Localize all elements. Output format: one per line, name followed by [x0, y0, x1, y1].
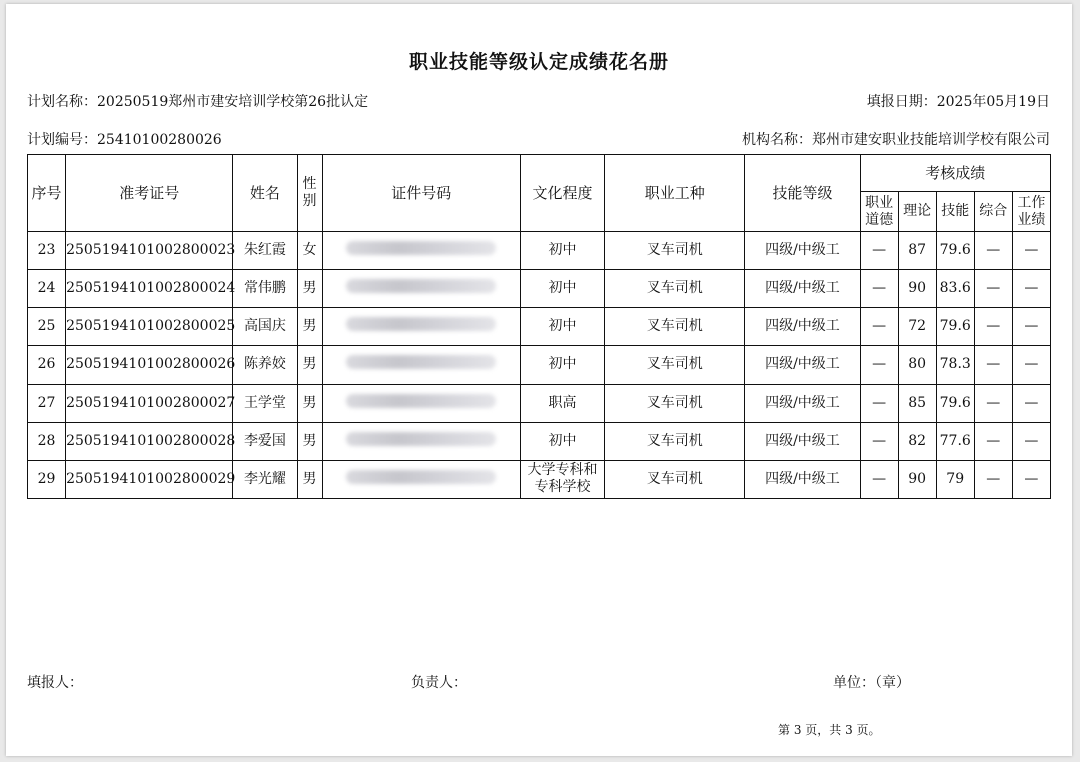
cell-id-no [322, 270, 520, 308]
cell-exam-no: 2505194101002800023 [66, 232, 233, 270]
cell-seq: 29 [28, 460, 66, 498]
table-row [28, 422, 1051, 460]
cell-name: 常伟鹏 [233, 270, 297, 308]
header-gender: 性别 [297, 155, 322, 232]
redacted-id-blur [346, 432, 496, 446]
cell-education: 初中 [520, 346, 604, 384]
cell-theory: 90 [898, 460, 936, 498]
cell-seq: 23 [28, 232, 66, 270]
cell-id-no [322, 346, 520, 384]
cell-id-no [322, 460, 520, 498]
header-name: 姓名 [233, 155, 297, 232]
cell-exam-no: 2505194101002800028 [66, 422, 233, 460]
cell-seq: 27 [28, 384, 66, 422]
cell-overall: — [974, 346, 1012, 384]
cell-ethics: — [860, 308, 898, 346]
header-exam-no: 准考证号 [66, 155, 233, 232]
cell-work: — [1012, 232, 1050, 270]
score-table [27, 154, 1051, 499]
cell-skill-level: 四级/中级工 [745, 384, 860, 422]
cell-overall: — [974, 422, 1012, 460]
plan-number: 计划编号：25410100280026 [27, 132, 222, 148]
cell-ethics: — [860, 270, 898, 308]
cell-seq: 24 [28, 270, 66, 308]
cell-skill-level: 四级/中级工 [745, 308, 860, 346]
cell-gender: 女 [297, 232, 322, 270]
cell-skill: 78.3 [936, 346, 974, 384]
cell-skill: 83.6 [936, 270, 974, 308]
plan-name: 计划名称：20250519郑州市建安培训学校第26批认定 [27, 94, 369, 110]
cell-exam-no: 2505194101002800025 [66, 308, 233, 346]
cell-education: 初中 [520, 422, 604, 460]
cell-occupation: 叉车司机 [605, 422, 745, 460]
cell-ethics: — [860, 422, 898, 460]
cell-work: — [1012, 308, 1050, 346]
table-row [28, 384, 1051, 422]
header-ethics: 职业道德 [860, 192, 898, 232]
cell-name: 陈养姣 [233, 346, 297, 384]
table-row [28, 460, 1051, 498]
cell-education: 职高 [520, 384, 604, 422]
unit-seal-label: 单位：（章） [833, 675, 910, 691]
institution-name: 机构名称：郑州市建安职业技能培训学校有限公司 [742, 132, 1050, 148]
header-occupation: 职业工种 [605, 155, 745, 232]
cell-gender: 男 [297, 460, 322, 498]
cell-education: 初中 [520, 270, 604, 308]
cell-theory: 80 [898, 346, 936, 384]
cell-gender: 男 [297, 422, 322, 460]
fill-date: 填报日期：2025年05月19日 [866, 94, 1050, 110]
cell-ethics: — [860, 384, 898, 422]
cell-name: 李爱国 [233, 422, 297, 460]
cell-skill: 79.6 [936, 384, 974, 422]
header-education: 文化程度 [520, 155, 604, 232]
cell-ethics: — [860, 460, 898, 498]
redacted-id-blur [346, 279, 496, 293]
redacted-id-blur [346, 317, 496, 331]
cell-work: — [1012, 460, 1050, 498]
cell-theory: 90 [898, 270, 936, 308]
cell-skill-level: 四级/中级工 [745, 346, 860, 384]
cell-ethics: — [860, 232, 898, 270]
cell-theory: 87 [898, 232, 936, 270]
cell-overall: — [974, 308, 1012, 346]
cell-seq: 28 [28, 422, 66, 460]
cell-occupation: 叉车司机 [605, 308, 745, 346]
cell-name: 李光耀 [233, 460, 297, 498]
cell-theory: 72 [898, 308, 936, 346]
cell-ethics: — [860, 346, 898, 384]
cell-overall: — [974, 232, 1012, 270]
reporter-label: 填报人： [27, 675, 83, 691]
cell-id-no [322, 422, 520, 460]
redacted-id-blur [346, 355, 496, 369]
cell-exam-no: 2505194101002800027 [66, 384, 233, 422]
header-skill: 技能 [936, 192, 974, 232]
cell-gender: 男 [297, 270, 322, 308]
cell-work: — [1012, 270, 1050, 308]
cell-occupation: 叉车司机 [605, 232, 745, 270]
cell-name: 朱红霞 [233, 232, 297, 270]
cell-occupation: 叉车司机 [605, 270, 745, 308]
cell-skill-level: 四级/中级工 [745, 460, 860, 498]
cell-theory: 85 [898, 384, 936, 422]
cell-gender: 男 [297, 346, 322, 384]
cell-education: 大学专科和专科学校 [520, 460, 604, 498]
cell-id-no [322, 232, 520, 270]
header-id-no: 证件号码 [322, 155, 520, 232]
cell-occupation: 叉车司机 [605, 460, 745, 498]
cell-skill: 79.6 [936, 232, 974, 270]
document-title: 职业技能等级认定成绩花名册 [408, 51, 669, 73]
header-seq: 序号 [28, 155, 66, 232]
cell-seq: 26 [28, 346, 66, 384]
cell-skill-level: 四级/中级工 [745, 270, 860, 308]
header-scores: 考核成绩 [860, 155, 1050, 192]
header-overall: 综合 [974, 192, 1012, 232]
cell-name: 王学堂 [233, 384, 297, 422]
cell-gender: 男 [297, 308, 322, 346]
redacted-id-blur [346, 241, 496, 255]
page-number: 第 3 页，共 3 页。 [778, 723, 881, 737]
table-row [28, 270, 1051, 308]
cell-theory: 82 [898, 422, 936, 460]
document-page [6, 4, 1072, 756]
cell-occupation: 叉车司机 [605, 384, 745, 422]
cell-work: — [1012, 346, 1050, 384]
redacted-id-blur [346, 394, 496, 408]
cell-overall: — [974, 270, 1012, 308]
redacted-id-blur [346, 470, 496, 484]
table-row [28, 308, 1051, 346]
cell-education: 初中 [520, 308, 604, 346]
header-work: 工作业绩 [1012, 192, 1050, 232]
header-theory: 理论 [898, 192, 936, 232]
cell-occupation: 叉车司机 [605, 346, 745, 384]
cell-overall: — [974, 460, 1012, 498]
cell-skill: 77.6 [936, 422, 974, 460]
cell-exam-no: 2505194101002800024 [66, 270, 233, 308]
cell-education: 初中 [520, 232, 604, 270]
cell-skill: 79 [936, 460, 974, 498]
cell-exam-no: 2505194101002800026 [66, 346, 233, 384]
cell-exam-no: 2505194101002800029 [66, 460, 233, 498]
table-row [28, 346, 1051, 384]
header-skill-level: 技能等级 [745, 155, 860, 232]
cell-name: 高国庆 [233, 308, 297, 346]
responsible-label: 负责人： [411, 675, 467, 691]
cell-work: — [1012, 384, 1050, 422]
cell-skill-level: 四级/中级工 [745, 422, 860, 460]
cell-seq: 25 [28, 308, 66, 346]
cell-skill: 79.6 [936, 308, 974, 346]
cell-gender: 男 [297, 384, 322, 422]
cell-overall: — [974, 384, 1012, 422]
cell-id-no [322, 384, 520, 422]
table-row [28, 232, 1051, 270]
cell-id-no [322, 308, 520, 346]
cell-skill-level: 四级/中级工 [745, 232, 860, 270]
cell-work: — [1012, 422, 1050, 460]
